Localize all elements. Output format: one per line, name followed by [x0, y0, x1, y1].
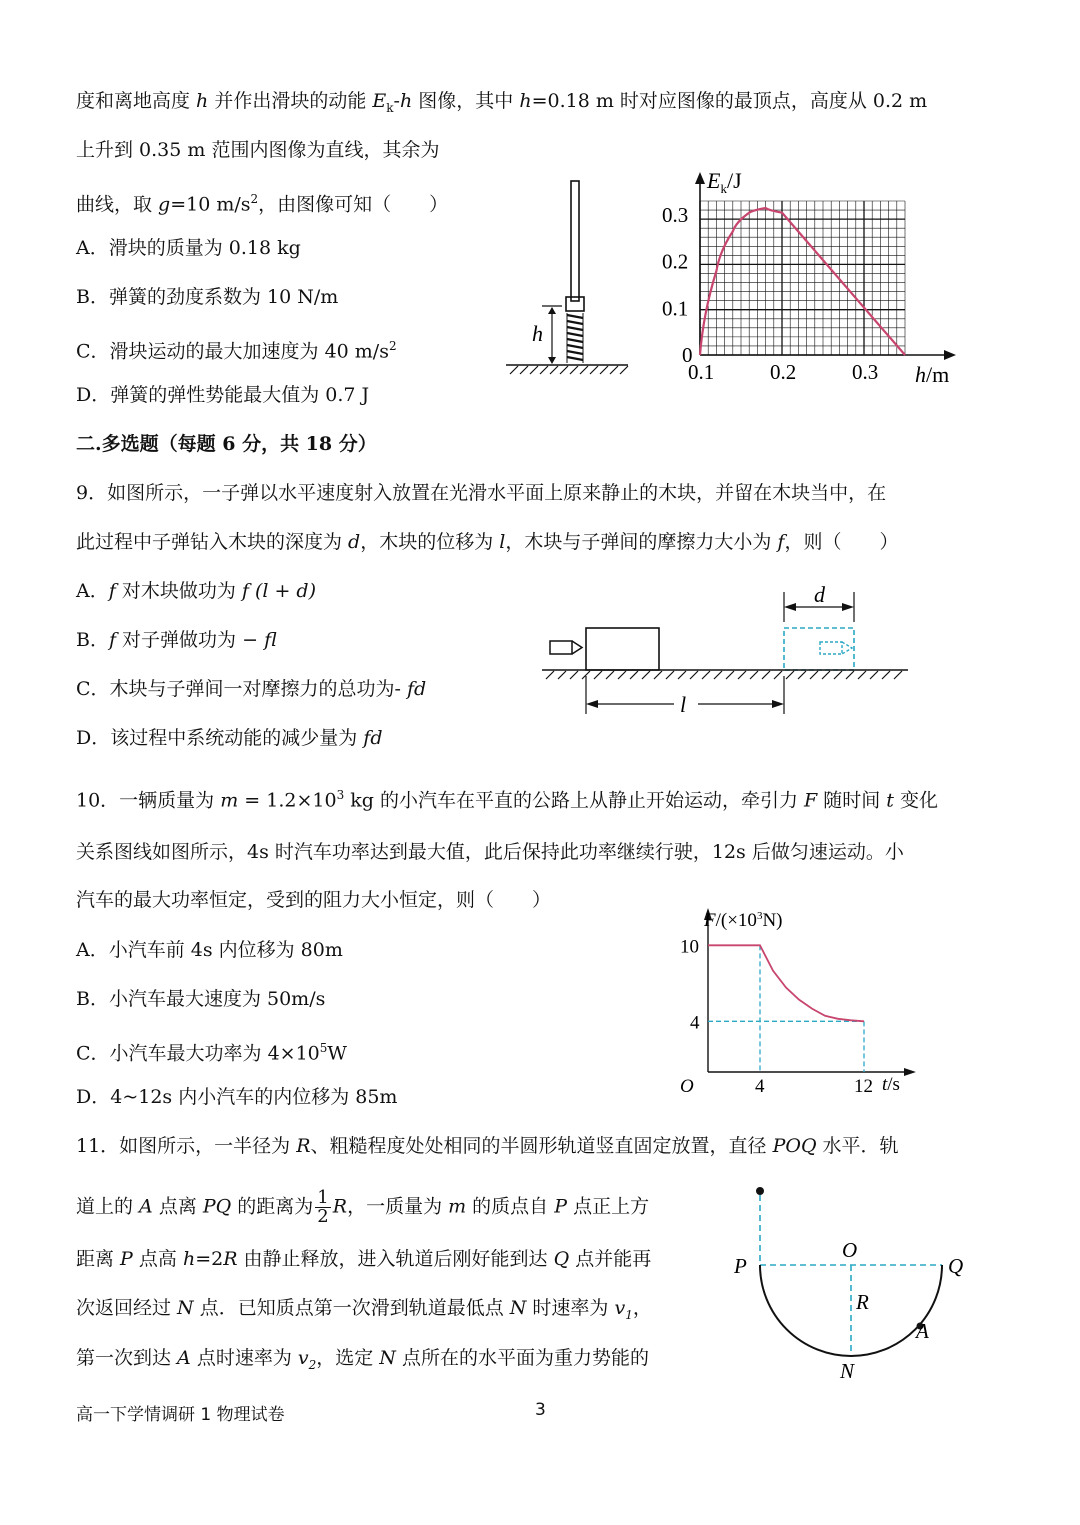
f-t-chart-origin: O: [680, 1076, 694, 1097]
label-P: P: [734, 1254, 747, 1278]
q9-option-b: B．f 对子弹做功为 − fl: [76, 629, 277, 651]
q11-line-5: 第一次到达 A 点时速率为 $v_2$，选定 N 点所在的水平面为重力势能的: [76, 1347, 649, 1372]
q10-option-c: C．小汽车最大功率为 $4\times 10^5W$: [76, 1041, 347, 1065]
q11-line-3: 距离 P 点高 h=2R 由静止释放，进入轨道后刚好能到达 Q 点并能再: [76, 1248, 652, 1270]
q8-option-a: A．滑块的质量为 0.18 kg: [76, 237, 301, 259]
ek-h-xtick-0.1: 0.1: [688, 360, 715, 384]
q8-option-d: D．弹簧的弹性势能最大值为 0.7 J: [76, 384, 370, 406]
f-t-ytick-10: 10: [680, 936, 699, 958]
ek-h-ytick-0.3: 0.3: [662, 203, 689, 227]
ek-h-chart-ylabel: $E_k/J$: [707, 168, 742, 196]
ek-h-chart-xlabel: h/m: [915, 362, 950, 387]
figure-l-label: l: [680, 692, 687, 717]
f-t-chart-xlabel: t/s: [882, 1074, 900, 1095]
page-number: 3: [535, 1400, 546, 1420]
ek-h-chart-grid: [700, 201, 905, 355]
label-R: R: [856, 1290, 869, 1314]
ek-h-chart: [655, 160, 965, 395]
q10-option-b: B．小汽车最大速度为 50m/s: [76, 988, 326, 1010]
f-t-chart-axes: [704, 908, 916, 1076]
q8-line-1: 度和离地高度 h 并作出滑块的动能 $E_k-h$ 图像，其中 h=0.18 m 时对应图像的最顶点，高度从 0.2 m: [76, 90, 928, 115]
q9-line-2: 此过程中子弹钻入木块的深度为 d，木块的位移为 l，木块与子弹间的摩擦力大小为 f，则（ ）: [76, 531, 899, 553]
q10-option-d: D．4~12s 内小汽车的内位移为 85m: [76, 1086, 398, 1108]
label-O: O: [842, 1238, 858, 1262]
q9-option-a: A．f 对木块做功为 f (l + d): [76, 580, 317, 602]
q8-option-b: B．弹簧的劲度系数为 10 N/m: [76, 286, 339, 308]
label-N: N: [840, 1359, 855, 1383]
f-t-chart-guides: [708, 945, 864, 1072]
ek-h-ytick-0: 0: [682, 343, 693, 367]
ek-h-chart-axes: [695, 172, 956, 360]
q8-option-c: C．滑块运动的最大加速度为 40 $m/s^2$: [76, 339, 397, 363]
ek-h-ytick-0.1: 0.1: [662, 296, 689, 321]
q10-line-3: 汽车的最大功率恒定，受到的阻力大小恒定，则（ ）: [76, 889, 552, 911]
f-t-xtick-12: 12: [854, 1076, 873, 1097]
ek-h-ytick-0.2: 0.2: [662, 249, 689, 274]
f-t-curve: [708, 945, 864, 1021]
q10-option-a: A．小汽车前 4s 内位移为 80m: [76, 939, 343, 961]
label-A: A: [916, 1319, 929, 1343]
figure-d-label: d: [814, 582, 825, 607]
label-Q: Q: [948, 1254, 964, 1278]
f-t-chart: [660, 900, 930, 1100]
q8-line-2: 上升到 0.35 m 范围内图像为直线，其余为: [76, 139, 440, 161]
q8-line-3: 曲线，取 g=10 $m/s^2$，由图像可知（ ）: [76, 192, 449, 216]
spring-slider-figure: [500, 175, 635, 385]
f-t-chart-ylabel: $F/(\times 10^3N)$: [704, 910, 783, 931]
footer-exam-title: 高一下学情调研 1 物理试卷: [76, 1405, 285, 1425]
q9-option-c: C．木块与子弹间一对摩擦力的总功为- fd: [76, 678, 427, 700]
q10-line-1: 10．一辆质量为 $m = 1.2\times 10^3$ kg 的小汽车在平直的公路上从静止开始运动，牵引力 F 随时间 t 变化: [76, 788, 938, 812]
q11-line-2: 道上的 A 点离 PQ 的距离为 $\frac{1}{2}$ R，一质量为 m 的质点自 P 点正上方: [76, 1187, 650, 1227]
q9-option-d: D．该过程中系统动能的减少量为 fd: [76, 727, 383, 749]
ek-h-curve: [700, 208, 905, 355]
ek-h-xtick-0.3: 0.3: [852, 360, 879, 384]
section-2-heading: 二.多选题（每题 6 分，共 18 分）: [76, 433, 377, 455]
spring-figure-h-label: h: [532, 321, 543, 346]
fraction-one-half: $\frac{1}{2}$: [317, 1187, 329, 1227]
ek-h-xtick-0.2: 0.2: [770, 360, 797, 384]
q9-line-1: 9．如图所示，一子弹以水平速度射入放置在光滑水平面上原来静止的木块，并留在木块当中，在: [76, 482, 887, 504]
f-t-xtick-4: 4: [755, 1076, 765, 1097]
bullet-block-figure: [538, 580, 918, 725]
q11-line-1: 11．如图所示，一半径为 R、粗糙程度处处相同的半圆形轨道竖直固定放置，直径 POQ 水平．轨: [76, 1135, 899, 1157]
q10-line-2: 关系图线如图所示，4s 时汽车功率达到最大值，此后保持此功率继续行驶，12s 后做匀速运动。小: [76, 841, 904, 863]
f-t-ytick-4: 4: [690, 1012, 700, 1034]
q11-line-4: 次返回经过 N 点．已知质点第一次滑到轨道最低点 N 时速率为 $v_1$，: [76, 1297, 652, 1322]
semicircle-track-figure: [728, 1175, 978, 1385]
